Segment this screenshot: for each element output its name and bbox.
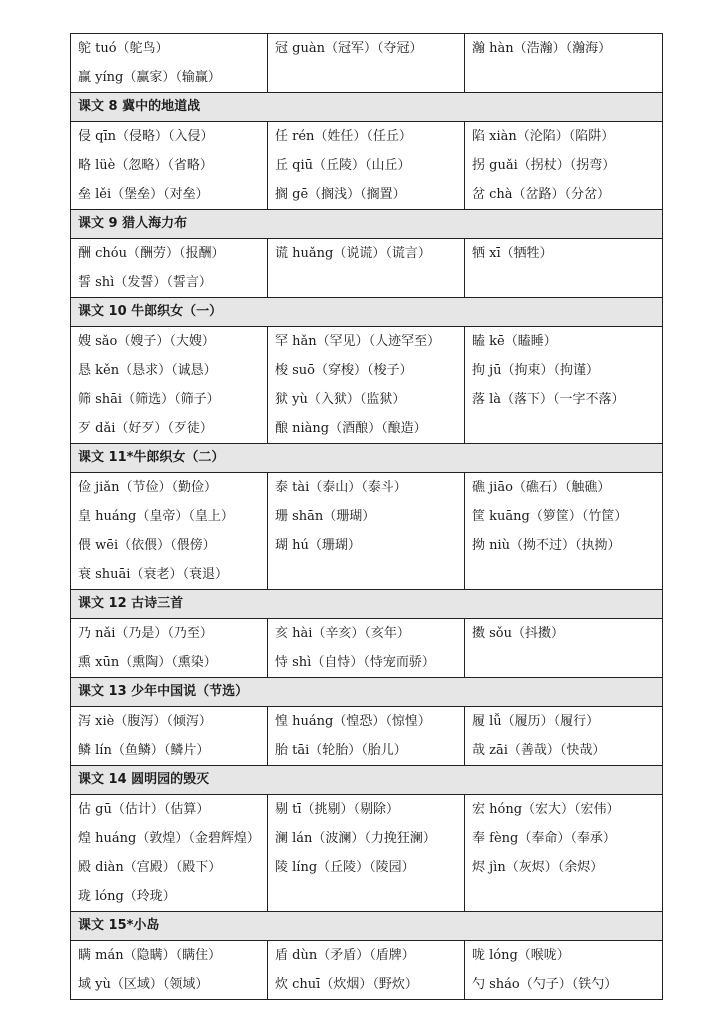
word-entry: 殿 diàn（宫殿）（殿下） [78,860,222,875]
word-entry: 狱 yù（入狱）（监狱） [275,392,406,407]
word-entry: 恳 kěn（恳求）（诚恳） [78,363,217,378]
lesson-heading-row [71,912,663,941]
word-entry: 冠 guàn（冠军）（夺冠） [275,41,423,56]
word-entry: 拗 niù（拗不过）（执拗） [472,538,621,553]
word-cell [465,795,663,912]
word-entry: 珊 shān（珊瑚） [275,509,376,524]
word-entry: 鳞 lín（鱼鳞）（鳞片） [78,743,210,758]
vocabulary-table [70,33,663,1000]
lesson-heading-row [71,766,663,795]
word-entry: 偎 wēi（依偎）（偎傍） [78,538,216,553]
word-entry: 宏 hóng（宏大）（宏伟） [472,802,620,817]
word-cell [268,707,465,766]
word-cell [268,122,465,210]
word-row [71,239,663,298]
word-entry: 落 là（落下）（一字不落） [472,392,625,407]
word-row [71,707,663,766]
word-row [71,473,663,590]
word-entry: 筛 shāi（筛选）（筛子） [78,392,220,407]
word-row [71,122,663,210]
lesson-heading: 课文 13 少年中国说（节选） [71,678,663,707]
word-entry: 恃 shì（自恃）（恃宠而骄） [275,655,435,670]
word-entry: 澜 lán（波澜）（力挽狂澜） [275,831,436,846]
word-entry: 乃 nǎi（乃是）（乃至） [78,626,213,641]
lesson-heading-row [71,93,663,122]
word-entry [275,268,464,297]
word-entry: 略 lüè（忽略）（省略） [78,158,213,173]
word-cell [71,239,268,298]
word-cell [268,34,465,93]
word-entry: 皇 huáng（皇帝）（皇上） [78,509,234,524]
word-cell [71,795,268,912]
word-entry: 歹 dǎi（好歹）（歹徒） [78,421,213,436]
word-cell [465,122,663,210]
word-entry: 惶 huáng（惶恐）（惊惶） [275,714,431,729]
word-entry: 胎 tāi（轮胎）（胎儿） [275,743,407,758]
word-entry: 搁 gē（搁浅）（搁置） [275,187,406,202]
word-cell [71,34,268,93]
lesson-heading-row [71,298,663,327]
word-entry [472,560,662,589]
word-cell [268,473,465,590]
word-entry: 勺 sháo（勺子）（铁勺） [472,977,618,992]
word-entry: 哉 zāi（善哉）（快哉） [472,743,606,758]
word-entry: 履 lǚ（履历）（履行） [472,714,600,729]
word-entry [472,268,662,297]
word-entry: 瑚 hú（珊瑚） [275,538,361,553]
word-cell [71,122,268,210]
word-entry: 盾 dùn（矛盾）（盾牌） [275,948,415,963]
word-entry: 泻 xiè（腹泻）（倾泻） [78,714,212,729]
lesson-heading: 课文 12 古诗三首 [71,590,663,619]
word-cell [268,795,465,912]
word-row [71,795,663,912]
lesson-heading: 课文 15*小岛 [71,912,663,941]
word-entry: 赢 yíng（赢家）（输赢） [78,70,221,85]
word-entry: 陵 líng（丘陵）（陵园） [275,860,415,875]
word-cell [71,619,268,678]
word-entry: 瀚 hàn（浩瀚）（瀚海） [472,41,612,56]
word-cell [465,619,663,678]
word-entry: 拐 guǎi（拐杖）（拐弯） [472,158,616,173]
word-entry [472,414,662,443]
word-entry: 俭 jiǎn（节俭）（勤俭） [78,480,217,495]
lesson-heading-row [71,590,663,619]
word-entry: 筐 kuāng（箩筐）（竹筐） [472,509,628,524]
word-entry: 衰 shuāi（衰老）（衰退） [78,567,228,582]
word-cell [465,707,663,766]
word-entry: 酿 niàng（酒酿）（酿造） [275,421,427,436]
word-cell [71,941,268,1000]
word-entry: 剔 tī（挑剔）（剔除） [275,802,400,817]
lesson-heading-row [71,678,663,707]
word-cell [465,327,663,444]
word-entry: 谎 huǎng（说谎）（谎言） [275,246,431,261]
word-entry: 泰 tài（泰山）（泰斗） [275,480,407,495]
lesson-heading: 课文 11*牛郎织女（二） [71,444,663,473]
word-cell [268,327,465,444]
word-cell [268,941,465,1000]
word-entry: 奉 fèng（奉命）（奉承） [472,831,616,846]
word-row [71,327,663,444]
lesson-heading: 课文 14 圆明园的毁灭 [71,766,663,795]
word-entry: 珑 lóng（玲珑） [78,889,176,904]
word-cell [465,239,663,298]
word-row [71,34,663,93]
lesson-heading-row [71,210,663,239]
word-entry: 酬 chóu（酬劳）（报酬） [78,246,225,261]
word-entry: 礁 jiāo（礁石）（触礁） [472,480,611,495]
word-cell [465,34,663,93]
lesson-heading-row [71,444,663,473]
vocabulary-page [70,33,662,1000]
lesson-heading: 课文 9 猎人海力布 [71,210,663,239]
word-entry: 誓 shì（发誓）（誓言） [78,275,212,290]
word-entry [275,63,464,92]
word-cell [71,707,268,766]
word-entry: 侵 qīn（侵略）（入侵） [78,129,214,144]
word-entry: 域 yù（区域）（领域） [78,977,209,992]
word-entry [275,560,464,589]
word-entry [472,63,662,92]
word-entry: 擞 sǒu（抖擞） [472,626,565,641]
word-entry: 炊 chuī（炊烟）（野炊） [275,977,418,992]
word-entry: 亥 hài（辛亥）（亥年） [275,626,410,641]
word-entry: 鸵 tuó（鸵鸟） [78,41,169,56]
lesson-heading: 课文 10 牛郎织女（一） [71,298,663,327]
word-cell [268,239,465,298]
word-entry: 垒 lěi（堡垒）（对垒） [78,187,209,202]
word-entry: 罕 hǎn（罕见）（人迹罕至） [275,334,441,349]
word-entry: 估 gū（估计）（估算） [78,802,210,817]
word-cell [465,473,663,590]
word-entry [472,648,662,677]
word-entry: 丘 qiū（丘陵）（山丘） [275,158,411,173]
vocabulary-table-body [71,34,663,1000]
word-entry: 嫂 sǎo（嫂子）（大嫂） [78,334,215,349]
word-entry: 梭 suō（穿梭）（梭子） [275,363,413,378]
word-row [71,941,663,1000]
word-entry: 烬 jìn（灰烬）（余烬） [472,860,604,875]
word-entry: 任 rén（姓任）（任丘） [275,129,412,144]
word-cell [268,619,465,678]
word-entry: 煌 huáng（敦煌）（金碧辉煌） [78,831,260,846]
word-entry: 牺 xī（牺牲） [472,246,553,261]
word-entry: 瞒 mán（隐瞒）（瞒住） [78,948,222,963]
word-entry: 咙 lóng（喉咙） [472,948,570,963]
word-cell [71,473,268,590]
word-entry [472,882,662,911]
word-entry: 熏 xūn（熏陶）（熏染） [78,655,217,670]
lesson-heading: 课文 8 冀中的地道战 [71,93,663,122]
word-row [71,619,663,678]
word-entry: 陷 xiàn（沦陷）（陷阱） [472,129,615,144]
word-entry: 岔 chà（岔路）（分岔） [472,187,611,202]
word-entry: 瞌 kē（瞌睡） [472,334,557,349]
word-entry: 拘 jū（拘束）（拘谨） [472,363,600,378]
word-cell [465,941,663,1000]
word-entry [275,882,464,911]
word-cell [71,327,268,444]
